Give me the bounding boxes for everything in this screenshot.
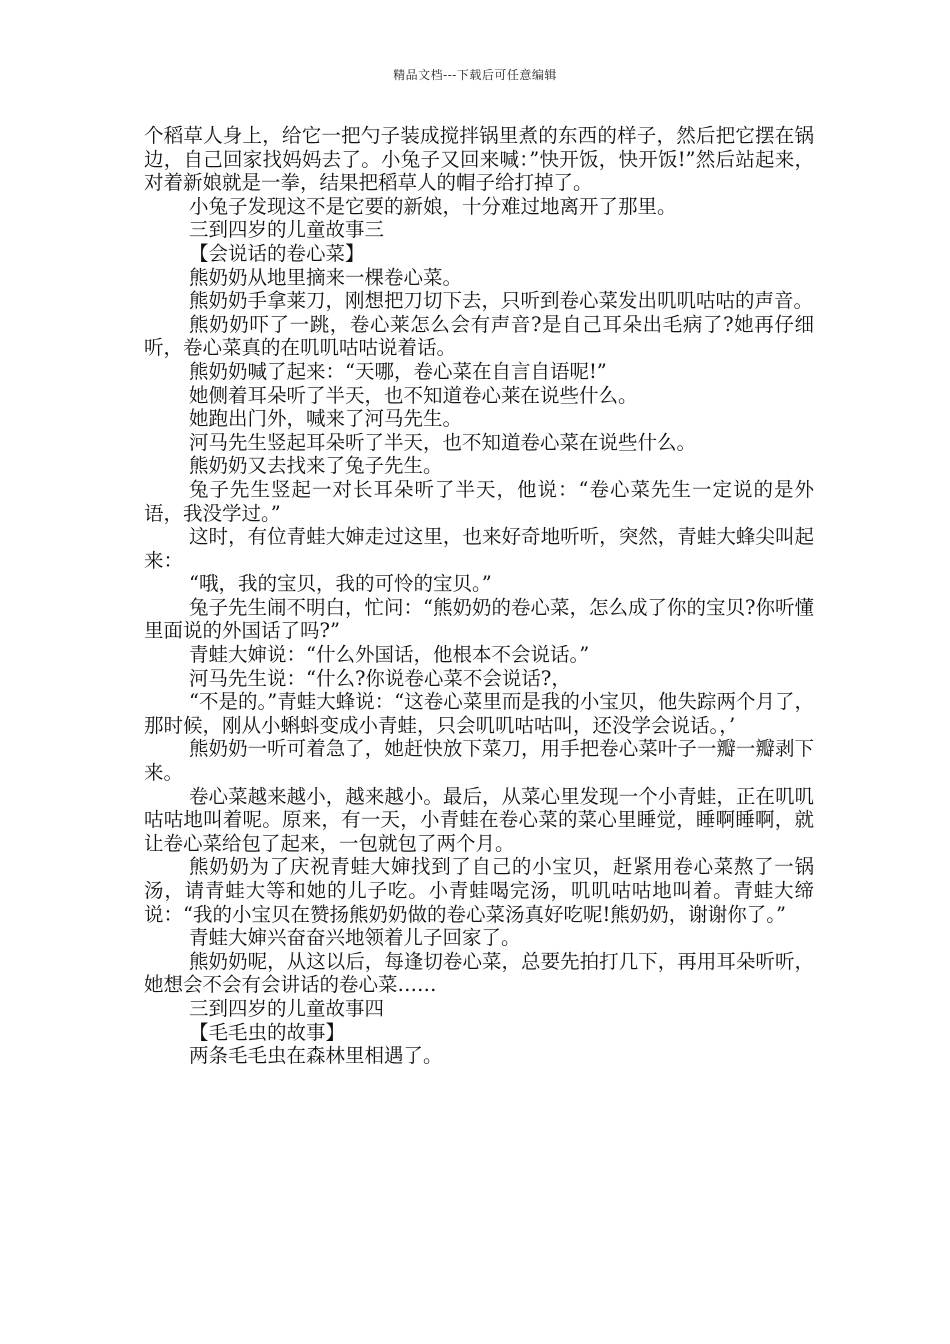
paragraph: 兔子先生闹不明白，忙问：“熊奶奶的卷心菜，怎么成了你的宝贝?你听懂里面说的外国话了吗?”: [144, 595, 814, 643]
paragraph: 这时，有位青蛙大婶走过这里，也来好奇地听听，突然，青蛙大蜂尖叫起来：: [144, 525, 814, 572]
paragraph: 熊奶奶为了庆祝青蛙大婶找到了自己的小宝贝，赶紧用卷心菜熬了一锅汤，请青蛙大等和她的儿子吃。小青蛙喝完汤，叽叽咕咕地叫着。青蛙大缔说：“我的小宝贝在赞扬熊奶奶做的卷心菜汤真好吃呢!熊奶奶，谢谢你了。”: [144, 855, 814, 926]
paragraph: 河马先生竖起耳朵听了半天，也不知道卷心菜在说些什么。: [189, 430, 697, 454]
paragraph: 卷心菜越来越小，越来越小。最后，从菜心里发现一个小青蛙，正在叽叽咕咕地叫着呢。原来，有一天，小青蛙在卷心菜的菜心里睡觉，睡啊睡啊，就让卷心菜给包了起来，一包就包了两个月。: [144, 784, 814, 855]
paragraph: 她跑出门外，喊来了河马先生。: [189, 407, 463, 431]
paragraph: 熊奶奶一听可着急了，她赶快放下菜刀，用手把卷心菜叶子一瓣一瓣剥下来。: [144, 737, 814, 785]
paragraph: 三到四岁的儿童故事四: [189, 996, 385, 1020]
paragraph: 熊奶奶呢，从这以后，每逢切卷心菜，总要先拍打几下，再用耳朵听听，她想会不会有会讲话的卷心菜……: [144, 949, 814, 997]
document-body: [144, 124, 814, 1068]
paragraph: 青蛙大婶说：“什么外国话，他根本不会说话。”: [189, 643, 590, 667]
paragraph: 熊奶奶吓了一跳，卷心莱怎么会有声音?是自己耳朵出毛病了?她再仔细听，卷心菜真的在叽叽咕咕说着话。: [144, 312, 814, 360]
paragraph: 她侧着耳朵听了半天，也不知道卷心莱在说些什么。: [189, 383, 638, 407]
paragraph: 三到四岁的儿童故事三: [189, 218, 385, 242]
paragraph: 熊奶奶手拿莱刀，刚想把刀切下去，只听到卷心菜发出叽叽咕咕的声音。: [189, 289, 814, 313]
page-header: 精品文档---下载后可任意编辑: [393, 68, 557, 82]
paragraph: “哦，我的宝贝，我的可怜的宝贝。”: [189, 572, 492, 596]
paragraph: 【会说话的卷心菜】: [189, 241, 365, 265]
paragraph: 兔子先生竖起一对长耳朵听了半天，他说：“卷心菜先生一定说的是外语，我没学过。”: [144, 477, 814, 525]
paragraph: 【毛毛虫的故事】: [189, 1020, 346, 1044]
paragraph: 两条毛毛虫在森林里相遇了。: [189, 1044, 443, 1068]
paragraph: 河马先生说：“什么?你说卷心菜不会说话?，: [189, 666, 571, 690]
paragraph: 个稻草人身上，给它一把勺子装成搅拌锅里煮的东西的样子，然后把它摆在锅边，自己回家找妈妈去了。小兔子又回来喊：”快开饭，快开饭!”然后站起来，对着新娘就是一拳，结果把稻草人的帽子给打掉了。: [144, 124, 814, 195]
paragraph: 熊奶奶喊了起来：“天哪，卷心菜在自言自语呢!”: [189, 359, 607, 383]
paragraph: 熊奶奶又去找来了兔子先生。: [189, 454, 443, 478]
paragraph: “不是的。”青蛙大蜂说：“这卷心菜里而是我的小宝贝，他失踪两个月了，那时候，刚从小蝌蚪变成小青蛙，只会叽叽咕咕叫，还没学会说话。，’: [144, 690, 814, 737]
paragraph: 青蛙大婶兴奋奋兴地领着儿子回家了。: [189, 926, 521, 950]
paragraph: 熊奶奶从地里摘来一棵卷心菜。: [189, 265, 463, 289]
paragraph: 小兔子发现这不是它要的新娘，十分难过地离开了那里。: [189, 194, 677, 218]
